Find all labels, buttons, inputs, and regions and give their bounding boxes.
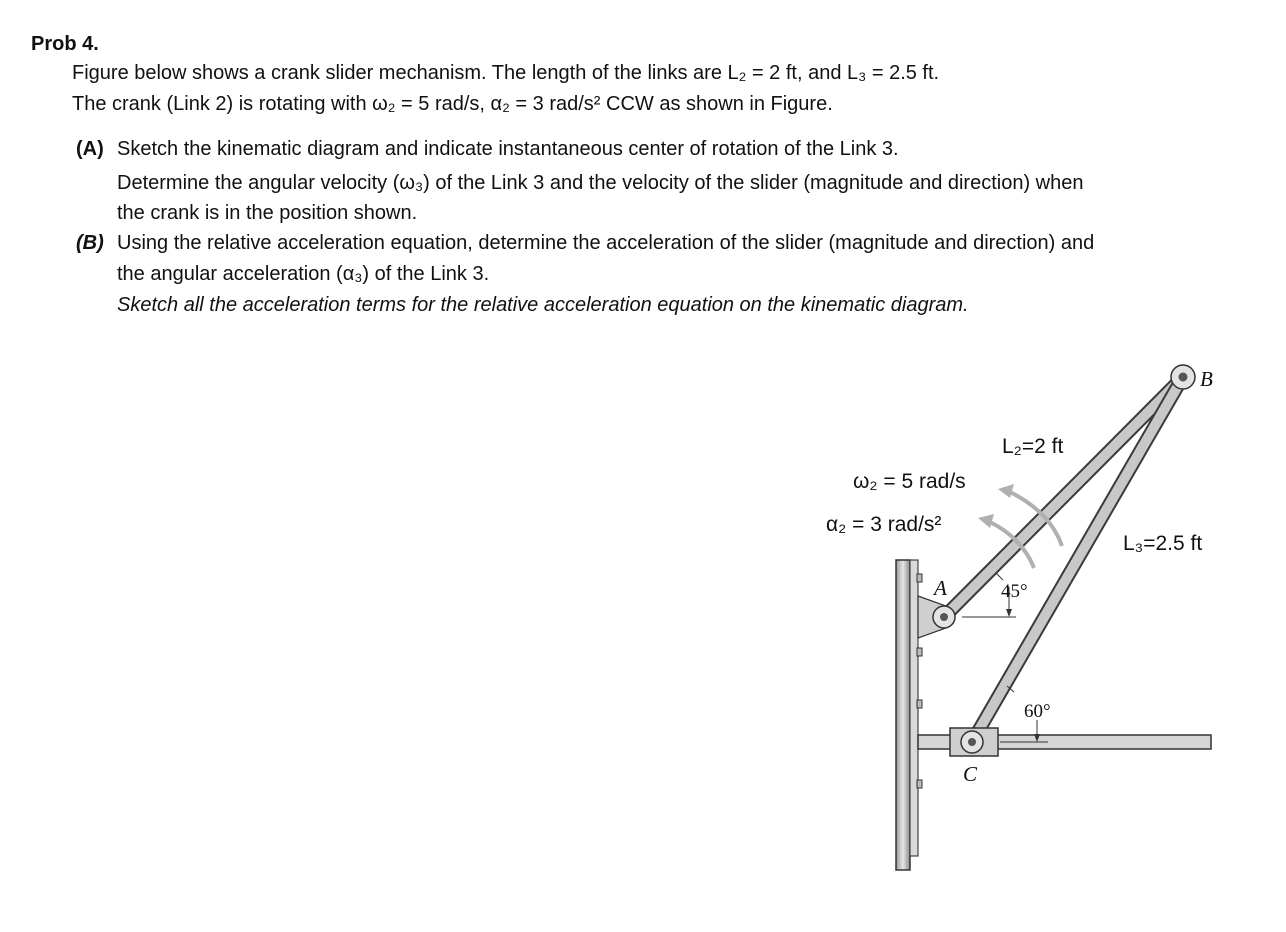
angle-45-label: 45° xyxy=(1001,581,1028,602)
omega-label: ω₂ = 5 rad/s xyxy=(853,470,966,493)
part-a-line-3: the crank is in the position shown. xyxy=(117,202,418,224)
point-c-label: C xyxy=(963,762,978,786)
pin-b xyxy=(1171,365,1195,389)
pin-c xyxy=(961,731,983,753)
point-b-label: B xyxy=(1200,367,1213,391)
part-a-line-1: Sketch the kinematic diagram and indicate instantaneous center of rotation of the Link 3. xyxy=(117,138,899,160)
l3-length-label: L₃=2.5 ft xyxy=(1123,532,1203,555)
part-a-line-2: Determine the angular velocity (ω₃) of the Link 3 and the velocity of the slider (magnitude and direction) when xyxy=(117,172,1084,194)
angle-60-label: 60° xyxy=(1024,701,1051,722)
l2-length-label: L₂=2 ft xyxy=(1002,435,1064,458)
problem-intro-line-1: Figure below shows a crank slider mechanism. The length of the links are L₂ = 2 ft, and L₃ = 2.5 ft. xyxy=(72,62,940,84)
part-b-line-1: Using the relative acceleration equation, determine the acceleration of the slider (magnitude and direction) and xyxy=(117,232,1095,254)
pin-a xyxy=(933,606,955,628)
alpha-label: α₂ = 3 rad/s² xyxy=(826,513,942,536)
part-b-line-3: Sketch all the acceleration terms for the relative acceleration equation on the kinematic diagram. xyxy=(117,294,969,316)
part-b-label: (B) xyxy=(76,232,104,254)
problem-intro-line-2: The crank (Link 2) is rotating with ω₂ = 5 rad/s, α₂ = 3 rad/s² CCW as shown in Figure. xyxy=(72,93,833,115)
problem-title: Prob 4. xyxy=(31,33,99,55)
point-a-label: A xyxy=(934,576,947,600)
part-b-line-2: the angular acceleration (α₃) of the Link 3. xyxy=(117,263,490,285)
part-a-label: (A) xyxy=(76,138,104,160)
